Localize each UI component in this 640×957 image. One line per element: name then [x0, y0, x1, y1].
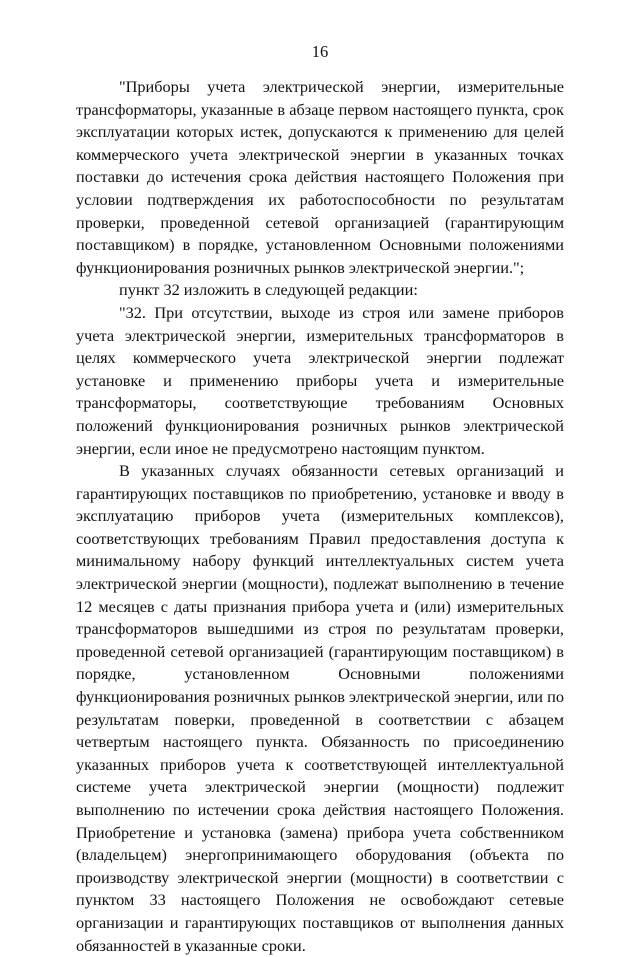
paragraph-meter-lifetime: "Приборы учета электрической энергии, измерительные трансформаторы, указанные в абзаце первом настоящего пункта, срок эксплуатации которых истек, допускаются к применению для целей коммерческого учета электрической энергии в указанных точках поставки до истечения срока действия настоящего Положения при условии подтверждения их работоспособности по результатам проверки, проведенной сетевой организацией (гарантирующим поставщиком) в порядке, установленном Основными положениями функционирования розничных рынков электрической энергии.";: [76, 77, 564, 277]
paragraph-point-32-intro: пункт 32 изложить в следующей редакции:: [119, 280, 418, 300]
document-body: [76, 76, 564, 957]
page-number: 16: [311, 42, 329, 61]
paragraph-obligations: В указанных случаях обязанности сетевых организаций и гарантирующих поставщиков по приобретению, установке и вводу в эксплуатацию приборов учета (измерительных комплексов), соответствующих требованиям Правил предоставления доступа к минимальному набору функций интеллектуальных систем учета электрической энергии (мощности), подлежат выполнению в течение 12 месяцев с даты признания прибора учета и (или) измерительных трансформаторов вышедшими из строя по результатам проверки, проведенной сетевой организацией (гарантирующим поставщиком) в порядке, установленном Основными положениями функционирования розничных рынков электрической энергии, или по результатам поверки, проведенной в соответствии с абзацем четвертым настоящего пункта. Обязанность по присоединению указанных приборов учета к соответствующей интеллектуальной системе учета электрической энергии (мощности) подлежит выполнению по истечении срока действия настоящего Положения. Приобретение и установка (замена) прибора учета собственником (владельцем) энергопринимающего оборудования (объекта по производству электрической энергии (мощности) в соответствии с пунктом 33 настоящего Положения не освобождают сетевые организации и гарантирующих поставщиков от выполнения данных обязанностей в указанные сроки.: [76, 461, 564, 955]
paragraph-point-32: "32. При отсутствии, выходе из строя или замене приборов учета электрической энергии, измерительных трансформаторов в целях коммерческого учета электрической энергии подлежат установке и применению приборы учета и измерительные трансформаторы, соответствующие требованиям Основных положений функционирования розничных рынков электрической энергии, если иное не предусмотрено настоящим пунктом.: [76, 302, 564, 458]
